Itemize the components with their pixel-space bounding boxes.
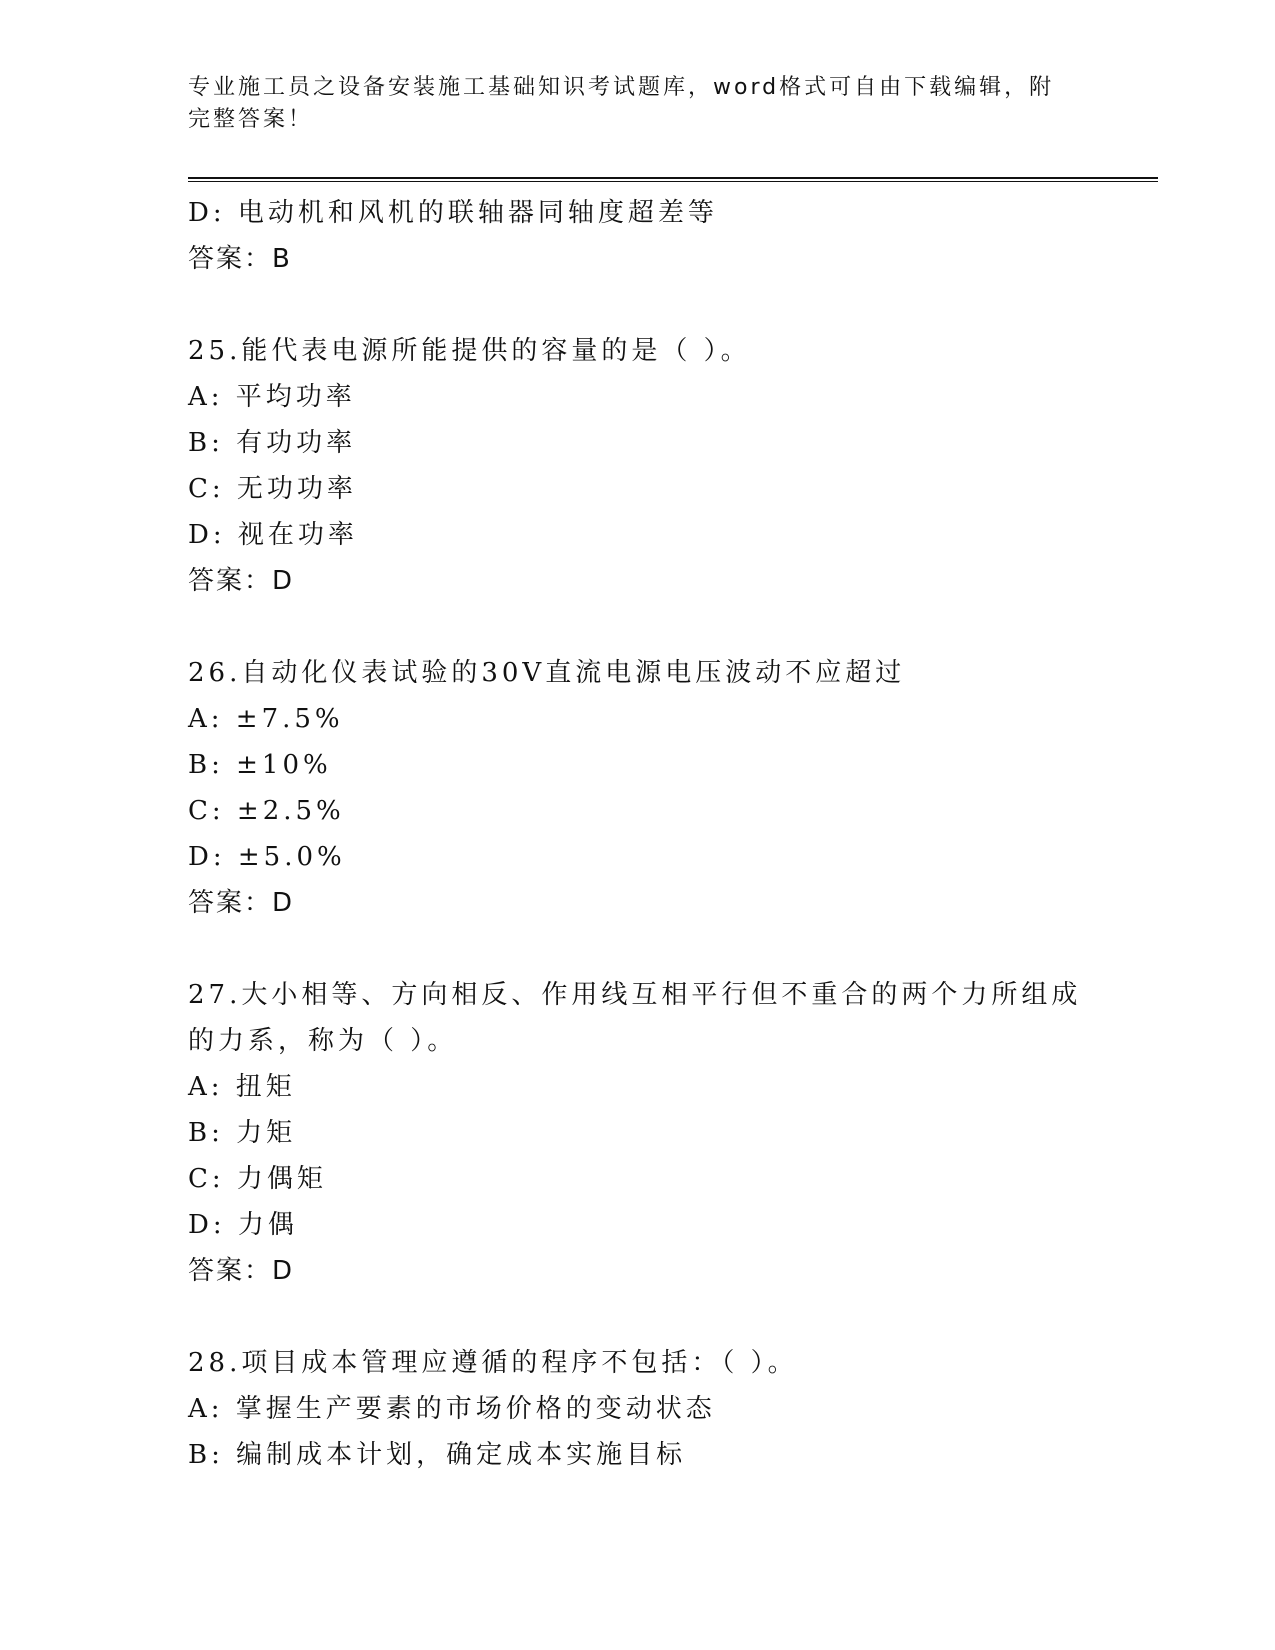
question-26 xyxy=(188,650,1108,926)
option-c: C: 力偶矩 xyxy=(188,1164,327,1194)
option-a: A: ±7.5% xyxy=(188,704,344,734)
question-stem: 25.能代表电源所能提供的容量的是（ ）。 xyxy=(188,336,751,366)
question-27 xyxy=(188,972,1108,1294)
option-a: A: 扭矩 xyxy=(188,1072,296,1102)
option-b: B: 力矩 xyxy=(188,1118,297,1148)
option-c: C: 无功功率 xyxy=(188,474,357,504)
option-a: A: 掌握生产要素的市场价格的变动状态 xyxy=(188,1394,716,1424)
answer: 答案：B xyxy=(188,244,292,274)
option-b: B: 编制成本计划，确定成本实施目标 xyxy=(188,1440,687,1470)
option-a: A: 平均功率 xyxy=(188,382,356,412)
option-d: D: 电动机和风机的联轴器同轴度超差等 xyxy=(188,198,718,228)
answer: 答案：D xyxy=(188,1256,295,1286)
question-stem: 28.项目成本管理应遵循的程序不包括：（ ）。 xyxy=(188,1348,798,1378)
question-28 xyxy=(188,1340,1108,1478)
option-d: D: 视在功率 xyxy=(188,520,358,550)
question-stem: 26.自动化仪表试验的30V直流电源电压波动不应超过 xyxy=(188,658,906,688)
option-c: C: ±2.5% xyxy=(188,796,345,826)
option-d: D: ±5.0% xyxy=(188,842,346,872)
answer: 答案：D xyxy=(188,566,295,596)
question-stem: 27.大小相等、方向相反、作用线互相平行但不重合的两个力所组成的力系，称为（ ）。 xyxy=(188,980,1082,1056)
header-divider-thin xyxy=(188,181,1158,182)
option-b: B: 有功功率 xyxy=(188,428,357,458)
answer: 答案：D xyxy=(188,888,295,918)
document-header: 专业施工员之设备安装施工基础知识考试题库，word格式可自由下载编辑，附完整答案！ xyxy=(188,75,1055,132)
header-divider xyxy=(188,177,1158,179)
question-25 xyxy=(188,328,1108,604)
option-d: D: 力偶 xyxy=(188,1210,298,1240)
option-b: B: ±10% xyxy=(188,750,332,780)
question-list xyxy=(188,190,1108,1478)
